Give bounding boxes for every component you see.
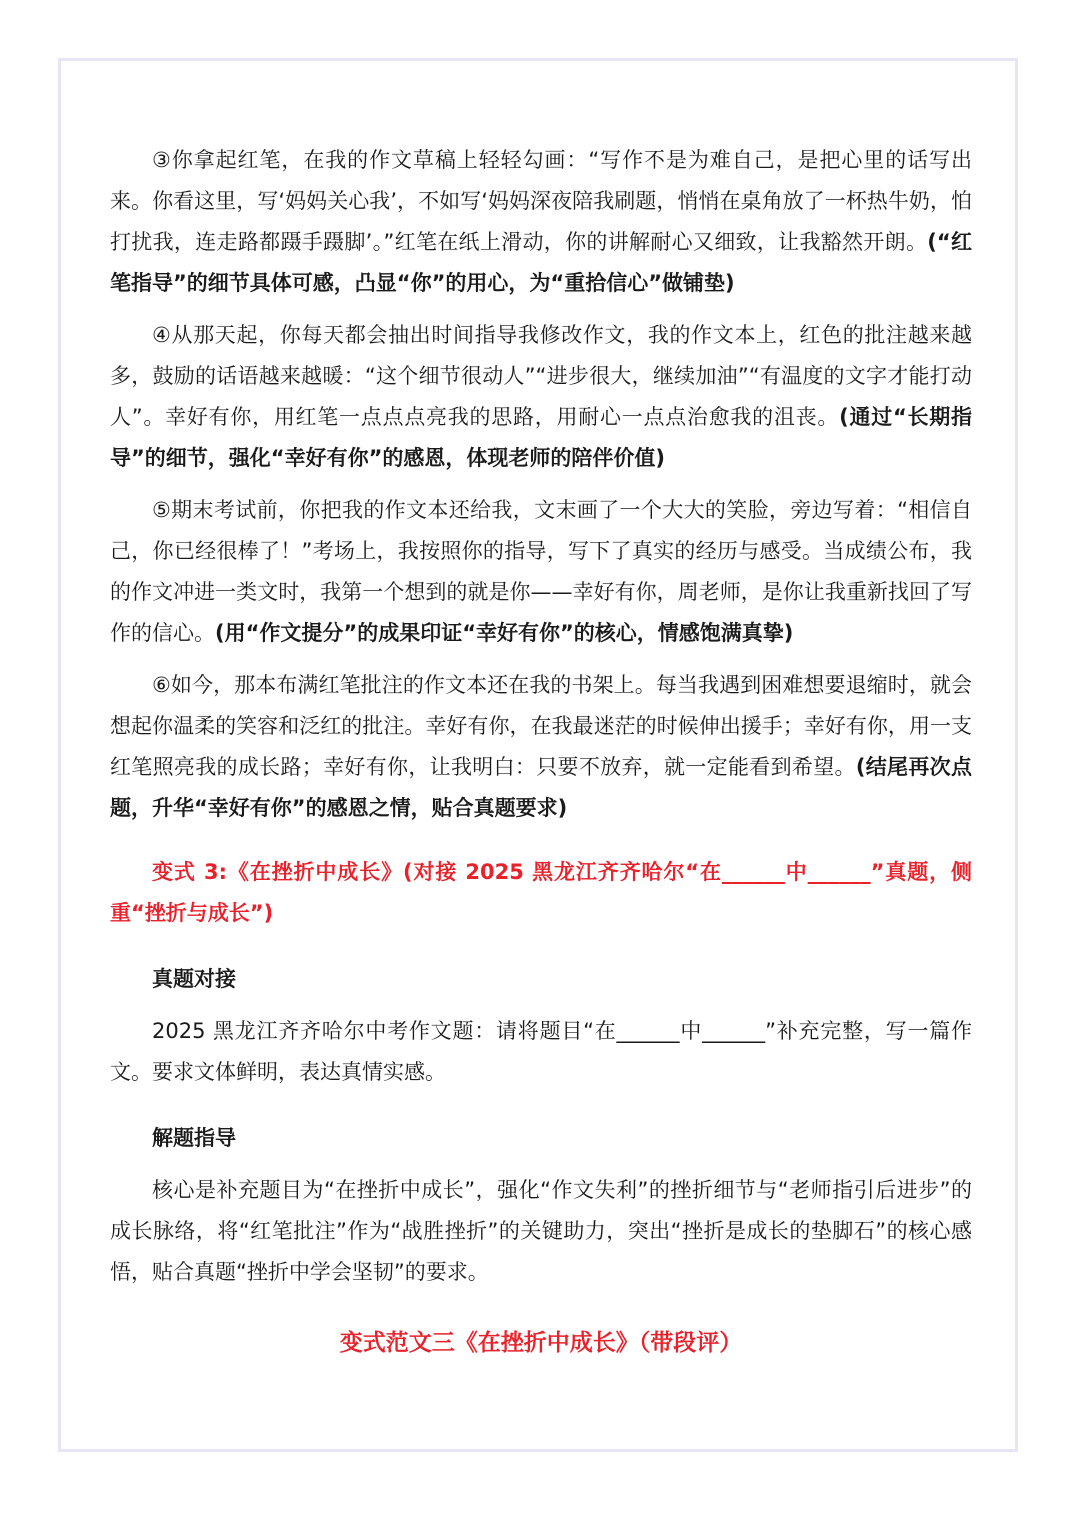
document-body [110,140,972,1364]
section-heading-real-question: 真题对接 [152,967,236,991]
section-heading-guide: 解题指导 [152,1126,236,1150]
essay-title: 变式范文三《在挫折中成长》（带段评） [339,1330,743,1356]
paragraph-comment: (“红笔指导”的细节具体可感，凸显“你”的用心，为“重拾信心”做铺垫) [110,230,972,295]
paragraph-text: ⑥如今，那本布满红笔批注的作文本还在我的书架上。每当我遇到困难想要退缩时，就会想起你温柔的笑容和泛红的批注。幸好有你，在我最迷茫的时候伸出援手；幸好有你，用一支红笔照亮我的成长路；幸好有你，让我明白：只要不放弃，就一定能看到希望。 [110,673,972,779]
paragraph-comment: (用“作文提分”的成果印证“幸好有你”的核心，情感饱满真挚) [215,621,794,645]
section-text-guide: 核心是补充题目为“在挫折中成长”，强化“作文失利”的挫折细节与“老师指引后进步”的成长脉络，将“红笔批注”作为“战胜挫折”的关键助力，突出“挫折是成长的垫脚石”的核心感悟，贴合真题“挫折中学会坚韧”的要求。 [110,1178,972,1284]
essay-paragraph-3 [110,140,972,304]
paragraph-comment: (结尾再次点题，升华“幸好有你”的感恩之情，贴合真题要求) [110,755,972,820]
paragraph-text: ③你拿起红笔，在我的作文草稿上轻轻勾画：“写作不是为难自己，是把心里的话写出来。你看这里，写‘妈妈关心我’，不如写‘妈妈深夜陪我刷题，悄悄在桌角放了一杯热牛奶，怕打扰我，连走路都蹑手蹑脚’。”红笔在纸上滑动，你的讲解耐心又细致，让我豁然开朗。 [110,148,972,254]
paragraph-text: ⑤期末考试前，你把我的作文本还给我，文末画了一个大大的笑脸，旁边写着：“相信自己，你已经很棒了！”考场上，我按照你的指导，写下了真实的经历与感受。当成绩公布，我的作文冲进一类文时，我第一个想到的就是你——幸好有你，周老师，是你让我重新找回了写作的信心。 [110,498,972,645]
essay-paragraph-5 [110,490,972,654]
essay-paragraph-4 [110,315,972,479]
essay-paragraph-6 [110,665,972,829]
paragraph-comment: (通过“长期指导”的细节，强化“幸好有你”的感恩，体现老师的陪伴价值) [110,405,972,470]
variant-heading: 变式 3:《在挫折中成长》(对接 2025 黑龙江齐齐哈尔“在______中______”真题，侧重“挫折与成长”) [110,860,972,925]
paragraph-text: ④从那天起，你每天都会抽出时间指导我修改作文，我的作文本上，红色的批注越来越多，鼓励的话语越来越暖：“这个细节很动人”“进步很大，继续加油”“有温度的文字才能打动人”。幸好有你，用红笔一点点点亮我的思路，用耐心一点点治愈我的沮丧。 [110,323,972,429]
section-text-real-question: 2025 黑龙江齐齐哈尔中考作文题：请将题目“在______中______”补充完整，写一篇作文。要求文体鲜明，表达真情实感。 [110,1019,972,1084]
